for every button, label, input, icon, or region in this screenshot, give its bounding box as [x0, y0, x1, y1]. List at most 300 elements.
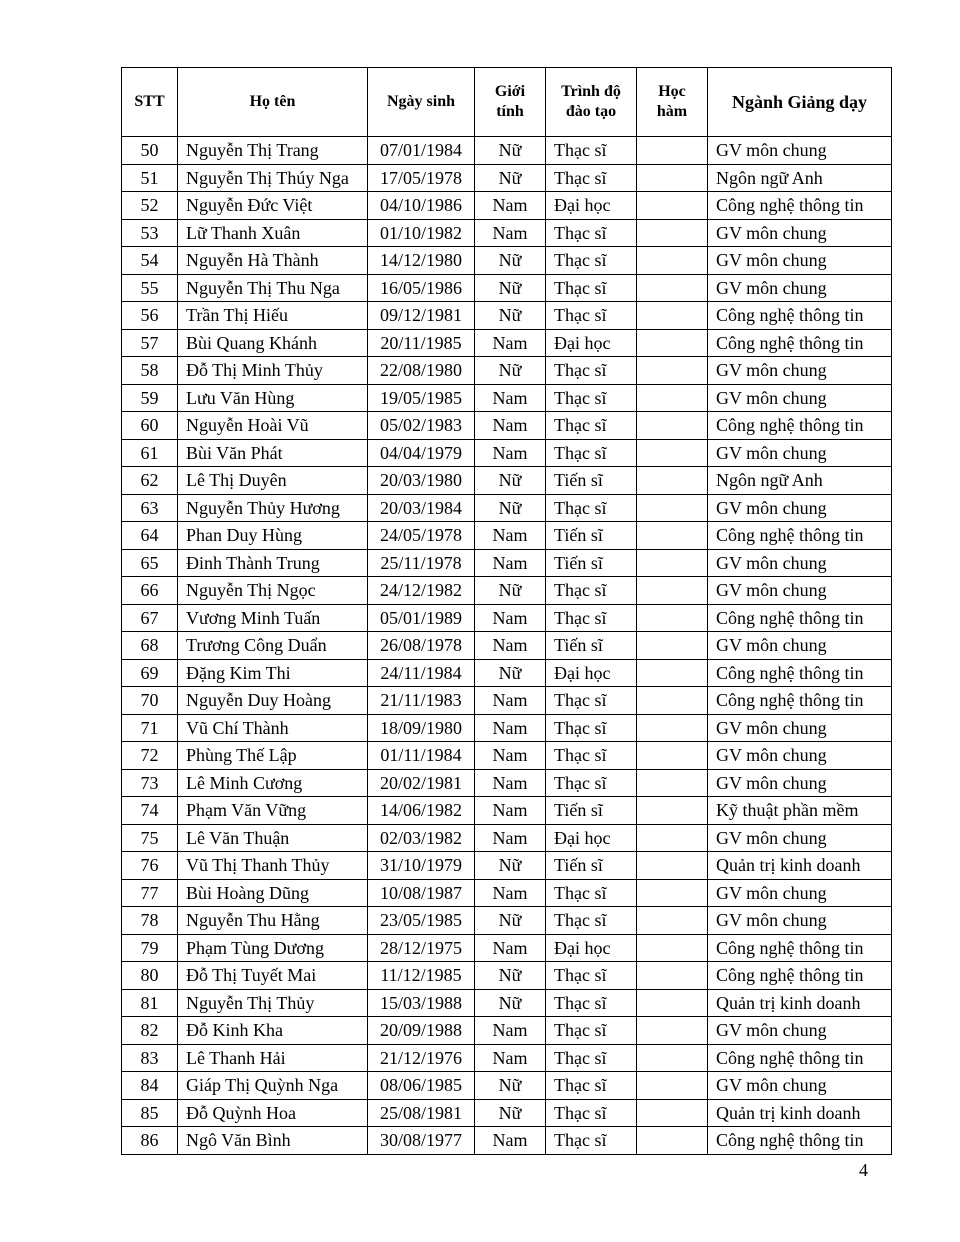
table-header-row [122, 68, 892, 137]
cell-degree: Thạc sĩ [546, 357, 637, 385]
cell-academic-title [637, 1099, 708, 1127]
cell-dob: 20/02/1981 [368, 769, 475, 797]
cell-degree: Tiến sĩ [546, 549, 637, 577]
cell-degree: Thạc sĩ [546, 494, 637, 522]
header-dob: Ngày sinh [368, 68, 475, 137]
cell-name: Bùi Quang Khánh [178, 329, 368, 357]
cell-sex: Nam [475, 1127, 546, 1155]
cell-sex: Nam [475, 384, 546, 412]
cell-name: Lê Minh Cương [178, 769, 368, 797]
cell-academic-title [637, 769, 708, 797]
cell-field: Công nghệ thông tin [708, 1127, 892, 1155]
cell-academic-title [637, 192, 708, 220]
cell-degree: Thạc sĩ [546, 769, 637, 797]
table-row [122, 742, 892, 770]
cell-stt: 77 [122, 879, 178, 907]
cell-field: GV môn chung [708, 357, 892, 385]
cell-name: Nguyễn Thị Thủy [178, 989, 368, 1017]
cell-field: Quản trị kinh doanh [708, 989, 892, 1017]
table-row [122, 989, 892, 1017]
cell-sex: Nam [475, 329, 546, 357]
cell-academic-title [637, 302, 708, 330]
cell-degree: Đại học [546, 934, 637, 962]
cell-dob: 19/05/1985 [368, 384, 475, 412]
table-row [122, 769, 892, 797]
header-degree-label: Trình độ đào tạo [561, 83, 621, 120]
cell-degree: Thạc sĩ [546, 577, 637, 605]
table-row [122, 439, 892, 467]
cell-stt: 72 [122, 742, 178, 770]
cell-academic-title [637, 962, 708, 990]
table-row [122, 1127, 892, 1155]
cell-sex: Nam [475, 522, 546, 550]
cell-degree: Thạc sĩ [546, 742, 637, 770]
table-body [122, 137, 892, 1155]
cell-sex: Nữ [475, 659, 546, 687]
cell-academic-title [637, 384, 708, 412]
cell-dob: 05/01/1989 [368, 604, 475, 632]
cell-academic-title [637, 852, 708, 880]
table-row [122, 549, 892, 577]
cell-field: GV môn chung [708, 714, 892, 742]
cell-field: Công nghệ thông tin [708, 412, 892, 440]
cell-stt: 73 [122, 769, 178, 797]
cell-degree: Thạc sĩ [546, 1099, 637, 1127]
table-row [122, 1072, 892, 1100]
cell-name: Ngô Văn Bình [178, 1127, 368, 1155]
cell-field: Công nghệ thông tin [708, 659, 892, 687]
cell-name: Nguyễn Thu Hằng [178, 907, 368, 935]
table-row [122, 687, 892, 715]
header-field: Ngành Giảng dạy [708, 68, 892, 137]
header-name: Họ tên [178, 68, 368, 137]
cell-stt: 79 [122, 934, 178, 962]
cell-dob: 05/02/1983 [368, 412, 475, 440]
cell-academic-title [637, 1017, 708, 1045]
cell-dob: 21/11/1983 [368, 687, 475, 715]
cell-name: Lữ Thanh Xuân [178, 219, 368, 247]
table-row [122, 412, 892, 440]
cell-academic-title [637, 549, 708, 577]
cell-academic-title [637, 467, 708, 495]
cell-academic-title [637, 1044, 708, 1072]
cell-dob: 24/12/1982 [368, 577, 475, 605]
cell-stt: 76 [122, 852, 178, 880]
cell-dob: 23/05/1985 [368, 907, 475, 935]
cell-dob: 20/11/1985 [368, 329, 475, 357]
cell-field: Công nghệ thông tin [708, 934, 892, 962]
cell-dob: 16/05/1986 [368, 274, 475, 302]
cell-field: GV môn chung [708, 577, 892, 605]
cell-name: Nguyễn Thị Ngọc [178, 577, 368, 605]
cell-degree: Thạc sĩ [546, 1072, 637, 1100]
cell-dob: 15/03/1988 [368, 989, 475, 1017]
cell-academic-title [637, 522, 708, 550]
cell-degree: Thạc sĩ [546, 714, 637, 742]
cell-degree: Thạc sĩ [546, 164, 637, 192]
cell-name: Phạm Tùng Dương [178, 934, 368, 962]
table-row [122, 879, 892, 907]
header-title-label: Học hàm [656, 83, 688, 120]
cell-stt: 62 [122, 467, 178, 495]
cell-name: Phan Duy Hùng [178, 522, 368, 550]
cell-stt: 71 [122, 714, 178, 742]
cell-dob: 17/05/1978 [368, 164, 475, 192]
cell-sex: Nam [475, 412, 546, 440]
cell-field: Công nghệ thông tin [708, 192, 892, 220]
cell-academic-title [637, 274, 708, 302]
cell-name: Đặng Kim Thi [178, 659, 368, 687]
cell-dob: 21/12/1976 [368, 1044, 475, 1072]
cell-name: Nguyễn Thị Thúy Nga [178, 164, 368, 192]
cell-field: Công nghệ thông tin [708, 329, 892, 357]
table-row [122, 1017, 892, 1045]
cell-field: GV môn chung [708, 384, 892, 412]
cell-field: Công nghệ thông tin [708, 302, 892, 330]
cell-sex: Nữ [475, 907, 546, 935]
cell-field: GV môn chung [708, 769, 892, 797]
cell-stt: 57 [122, 329, 178, 357]
cell-sex: Nữ [475, 962, 546, 990]
cell-academic-title [637, 907, 708, 935]
cell-sex: Nữ [475, 357, 546, 385]
cell-name: Trương Công Duẩn [178, 632, 368, 660]
table-row [122, 852, 892, 880]
header-stt: STT [122, 68, 178, 137]
table-row [122, 1099, 892, 1127]
table-row [122, 797, 892, 825]
cell-field: GV môn chung [708, 632, 892, 660]
cell-name: Nguyễn Thủy Hương [178, 494, 368, 522]
cell-sex: Nữ [475, 274, 546, 302]
table-row [122, 659, 892, 687]
table-row [122, 522, 892, 550]
cell-stt: 84 [122, 1072, 178, 1100]
cell-dob: 24/05/1978 [368, 522, 475, 550]
cell-field: Quản trị kinh doanh [708, 852, 892, 880]
cell-field: Kỹ thuật phần mềm [708, 797, 892, 825]
table-row [122, 137, 892, 165]
table-row [122, 329, 892, 357]
cell-degree: Thạc sĩ [546, 384, 637, 412]
lecturer-table [121, 67, 892, 1155]
cell-name: Vũ Thị Thanh Thủy [178, 852, 368, 880]
cell-stt: 51 [122, 164, 178, 192]
cell-degree: Đại học [546, 824, 637, 852]
cell-dob: 24/11/1984 [368, 659, 475, 687]
cell-name: Lưu Văn Hùng [178, 384, 368, 412]
cell-name: Trần Thị Hiếu [178, 302, 368, 330]
table-row [122, 934, 892, 962]
cell-dob: 08/06/1985 [368, 1072, 475, 1100]
header-sex-label: Giới tính [494, 83, 526, 120]
cell-stt: 58 [122, 357, 178, 385]
cell-stt: 52 [122, 192, 178, 220]
cell-stt: 78 [122, 907, 178, 935]
cell-sex: Nữ [475, 852, 546, 880]
header-title [637, 68, 708, 137]
cell-dob: 20/09/1988 [368, 1017, 475, 1045]
table-row [122, 384, 892, 412]
cell-degree: Thạc sĩ [546, 219, 637, 247]
table-row [122, 494, 892, 522]
table-row [122, 1044, 892, 1072]
cell-name: Lê Thanh Hải [178, 1044, 368, 1072]
table-row [122, 192, 892, 220]
cell-dob: 25/11/1978 [368, 549, 475, 577]
cell-sex: Nam [475, 219, 546, 247]
cell-field: GV môn chung [708, 274, 892, 302]
cell-field: Công nghệ thông tin [708, 1044, 892, 1072]
cell-degree: Thạc sĩ [546, 687, 637, 715]
cell-field: GV môn chung [708, 219, 892, 247]
cell-stt: 65 [122, 549, 178, 577]
cell-name: Lê Văn Thuận [178, 824, 368, 852]
cell-academic-title [637, 989, 708, 1017]
cell-sex: Nữ [475, 164, 546, 192]
cell-stt: 61 [122, 439, 178, 467]
cell-name: Phùng Thế Lập [178, 742, 368, 770]
cell-stt: 81 [122, 989, 178, 1017]
cell-stt: 54 [122, 247, 178, 275]
cell-degree: Thạc sĩ [546, 1017, 637, 1045]
table-row [122, 824, 892, 852]
cell-academic-title [637, 604, 708, 632]
cell-sex: Nữ [475, 1072, 546, 1100]
cell-sex: Nữ [475, 137, 546, 165]
cell-field: GV môn chung [708, 1017, 892, 1045]
cell-sex: Nữ [475, 247, 546, 275]
cell-stt: 55 [122, 274, 178, 302]
cell-stt: 85 [122, 1099, 178, 1127]
cell-sex: Nam [475, 632, 546, 660]
cell-dob: 22/08/1980 [368, 357, 475, 385]
cell-academic-title [637, 164, 708, 192]
cell-sex: Nam [475, 769, 546, 797]
table-row [122, 962, 892, 990]
cell-dob: 28/12/1975 [368, 934, 475, 962]
cell-dob: 01/11/1984 [368, 742, 475, 770]
cell-academic-title [637, 329, 708, 357]
cell-sex: Nam [475, 879, 546, 907]
cell-field: Ngôn ngữ Anh [708, 467, 892, 495]
cell-academic-title [637, 494, 708, 522]
cell-stt: 64 [122, 522, 178, 550]
cell-academic-title [637, 687, 708, 715]
cell-field: GV môn chung [708, 494, 892, 522]
cell-dob: 14/12/1980 [368, 247, 475, 275]
cell-sex: Nam [475, 687, 546, 715]
cell-field: Ngôn ngữ Anh [708, 164, 892, 192]
cell-dob: 09/12/1981 [368, 302, 475, 330]
cell-academic-title [637, 439, 708, 467]
cell-degree: Đại học [546, 329, 637, 357]
cell-sex: Nữ [475, 302, 546, 330]
cell-degree: Thạc sĩ [546, 137, 637, 165]
cell-name: Lê Thị Duyên [178, 467, 368, 495]
cell-dob: 25/08/1981 [368, 1099, 475, 1127]
table-row [122, 302, 892, 330]
cell-dob: 30/08/1977 [368, 1127, 475, 1155]
cell-stt: 80 [122, 962, 178, 990]
cell-stt: 59 [122, 384, 178, 412]
cell-stt: 75 [122, 824, 178, 852]
cell-degree: Thạc sĩ [546, 879, 637, 907]
cell-academic-title [637, 247, 708, 275]
cell-sex: Nam [475, 1017, 546, 1045]
table-row [122, 164, 892, 192]
cell-sex: Nam [475, 824, 546, 852]
cell-academic-title [637, 824, 708, 852]
cell-academic-title [637, 879, 708, 907]
cell-field: GV môn chung [708, 824, 892, 852]
page-number: 4 [859, 1160, 868, 1180]
cell-name: Đỗ Thị Tuyết Mai [178, 962, 368, 990]
cell-academic-title [637, 412, 708, 440]
cell-stt: 60 [122, 412, 178, 440]
cell-dob: 18/09/1980 [368, 714, 475, 742]
cell-stt: 70 [122, 687, 178, 715]
cell-dob: 11/12/1985 [368, 962, 475, 990]
cell-sex: Nam [475, 604, 546, 632]
cell-sex: Nam [475, 714, 546, 742]
cell-degree: Thạc sĩ [546, 907, 637, 935]
cell-degree: Tiến sĩ [546, 522, 637, 550]
cell-stt: 50 [122, 137, 178, 165]
cell-stt: 66 [122, 577, 178, 605]
cell-sex: Nam [475, 797, 546, 825]
cell-name: Nguyễn Thị Thu Nga [178, 274, 368, 302]
table-row [122, 357, 892, 385]
cell-dob: 04/04/1979 [368, 439, 475, 467]
cell-dob: 31/10/1979 [368, 852, 475, 880]
cell-dob: 20/03/1980 [368, 467, 475, 495]
cell-name: Nguyễn Duy Hoàng [178, 687, 368, 715]
header-degree [546, 68, 637, 137]
table-row [122, 604, 892, 632]
cell-degree: Tiến sĩ [546, 632, 637, 660]
header-sex [475, 68, 546, 137]
cell-name: Đỗ Quỳnh Hoa [178, 1099, 368, 1127]
cell-name: Bùi Văn Phát [178, 439, 368, 467]
cell-name: Vương Minh Tuấn [178, 604, 368, 632]
cell-field: Công nghệ thông tin [708, 687, 892, 715]
cell-dob: 01/10/1982 [368, 219, 475, 247]
cell-name: Đinh Thành Trung [178, 549, 368, 577]
cell-stt: 83 [122, 1044, 178, 1072]
cell-name: Vũ Chí Thành [178, 714, 368, 742]
cell-field: GV môn chung [708, 879, 892, 907]
cell-academic-title [637, 797, 708, 825]
cell-stt: 69 [122, 659, 178, 687]
cell-academic-title [637, 934, 708, 962]
table-row [122, 219, 892, 247]
cell-dob: 07/01/1984 [368, 137, 475, 165]
cell-degree: Tiến sĩ [546, 797, 637, 825]
cell-sex: Nữ [475, 989, 546, 1017]
cell-academic-title [637, 659, 708, 687]
cell-sex: Nam [475, 742, 546, 770]
cell-degree: Đại học [546, 192, 637, 220]
cell-field: GV môn chung [708, 742, 892, 770]
table-row [122, 274, 892, 302]
cell-degree: Thạc sĩ [546, 1127, 637, 1155]
cell-name: Nguyễn Hà Thành [178, 247, 368, 275]
cell-degree: Thạc sĩ [546, 274, 637, 302]
cell-field: GV môn chung [708, 549, 892, 577]
cell-name: Giáp Thị Quỳnh Nga [178, 1072, 368, 1100]
cell-academic-title [637, 1127, 708, 1155]
cell-dob: 20/03/1984 [368, 494, 475, 522]
cell-sex: Nam [475, 549, 546, 577]
cell-field: Công nghệ thông tin [708, 604, 892, 632]
cell-academic-title [637, 1072, 708, 1100]
cell-degree: Thạc sĩ [546, 439, 637, 467]
cell-academic-title [637, 137, 708, 165]
cell-field: Công nghệ thông tin [708, 962, 892, 990]
cell-academic-title [637, 219, 708, 247]
cell-sex: Nam [475, 934, 546, 962]
cell-stt: 82 [122, 1017, 178, 1045]
cell-sex: Nam [475, 1044, 546, 1072]
cell-degree: Đại học [546, 659, 637, 687]
cell-sex: Nữ [475, 577, 546, 605]
cell-degree: Thạc sĩ [546, 247, 637, 275]
cell-degree: Tiến sĩ [546, 467, 637, 495]
table-row [122, 577, 892, 605]
cell-academic-title [637, 742, 708, 770]
cell-academic-title [637, 632, 708, 660]
cell-sex: Nữ [475, 494, 546, 522]
cell-sex: Nam [475, 192, 546, 220]
cell-degree: Thạc sĩ [546, 412, 637, 440]
cell-stt: 56 [122, 302, 178, 330]
cell-name: Nguyễn Thị Trang [178, 137, 368, 165]
cell-dob: 14/06/1982 [368, 797, 475, 825]
cell-name: Phạm Văn Vững [178, 797, 368, 825]
cell-field: Quản trị kinh doanh [708, 1099, 892, 1127]
cell-stt: 67 [122, 604, 178, 632]
cell-field: GV môn chung [708, 1072, 892, 1100]
table-row [122, 467, 892, 495]
cell-dob: 02/03/1982 [368, 824, 475, 852]
cell-academic-title [637, 577, 708, 605]
cell-degree: Tiến sĩ [546, 852, 637, 880]
cell-stt: 68 [122, 632, 178, 660]
cell-stt: 53 [122, 219, 178, 247]
cell-field: Công nghệ thông tin [708, 522, 892, 550]
cell-field: GV môn chung [708, 907, 892, 935]
cell-stt: 74 [122, 797, 178, 825]
table-row [122, 247, 892, 275]
cell-sex: Nữ [475, 467, 546, 495]
cell-degree: Thạc sĩ [546, 604, 637, 632]
cell-degree: Thạc sĩ [546, 962, 637, 990]
table-row [122, 714, 892, 742]
table-row [122, 907, 892, 935]
cell-field: GV môn chung [708, 137, 892, 165]
table-row [122, 632, 892, 660]
cell-academic-title [637, 357, 708, 385]
cell-dob: 04/10/1986 [368, 192, 475, 220]
cell-dob: 26/08/1978 [368, 632, 475, 660]
cell-degree: Thạc sĩ [546, 302, 637, 330]
cell-field: GV môn chung [708, 247, 892, 275]
cell-name: Nguyễn Hoài Vũ [178, 412, 368, 440]
cell-name: Bùi Hoàng Dũng [178, 879, 368, 907]
cell-stt: 63 [122, 494, 178, 522]
cell-sex: Nữ [475, 1099, 546, 1127]
